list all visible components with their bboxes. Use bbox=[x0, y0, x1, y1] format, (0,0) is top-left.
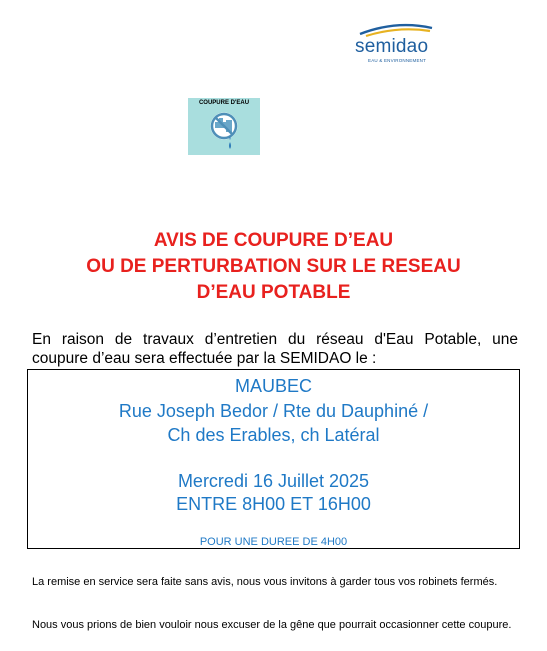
outage-details-box bbox=[27, 369, 520, 549]
outage-hours: ENTRE 8H00 ET 16H00 bbox=[176, 494, 371, 514]
town-name: MAUBEC bbox=[234, 376, 312, 396]
outage-date: Mercredi 16 Juillet 2025 bbox=[177, 471, 370, 491]
notice-headline bbox=[0, 228, 547, 306]
outage-duration: POUR UNE DUREE DE 4H00 bbox=[199, 536, 348, 548]
intro-text bbox=[32, 330, 518, 368]
semidao-logo bbox=[352, 22, 436, 66]
no-water-tap-icon bbox=[204, 108, 244, 152]
pictogram-title: COUPURE D'EAU bbox=[198, 100, 250, 106]
footer-paragraph-2: Nous vous prions de bien vouloir nous excuser de la gêne que pourrait occasionner cette coupure. bbox=[32, 619, 512, 631]
headline-line-3: D’EAU POTABLE bbox=[196, 282, 351, 303]
logo-tagline: EAU & ENVIRONNEMENT bbox=[368, 58, 427, 63]
footer-paragraph-1: La remise en service sera faite sans avis, nous vous invitons à garder tous vos robinets fermés. bbox=[32, 576, 498, 588]
intro-line-2: coupure d’eau sera effectuée par la SEMIDAO le : bbox=[32, 350, 377, 367]
street-line-2: Ch des Erables, ch Latéral bbox=[167, 425, 380, 445]
intro-line-1: En raison de travaux d’entretien du réseau d'Eau Potable, une bbox=[32, 331, 518, 348]
headline-line-1: AVIS DE COUPURE D’EAU bbox=[153, 230, 394, 251]
logo-name: semidao bbox=[355, 36, 429, 57]
water-cut-pictogram bbox=[188, 98, 260, 155]
headline-line-2: OU DE PERTURBATION SUR LE RESEAU bbox=[86, 256, 461, 277]
street-line-1: Rue Joseph Bedor / Rte du Dauphiné / bbox=[118, 401, 429, 421]
